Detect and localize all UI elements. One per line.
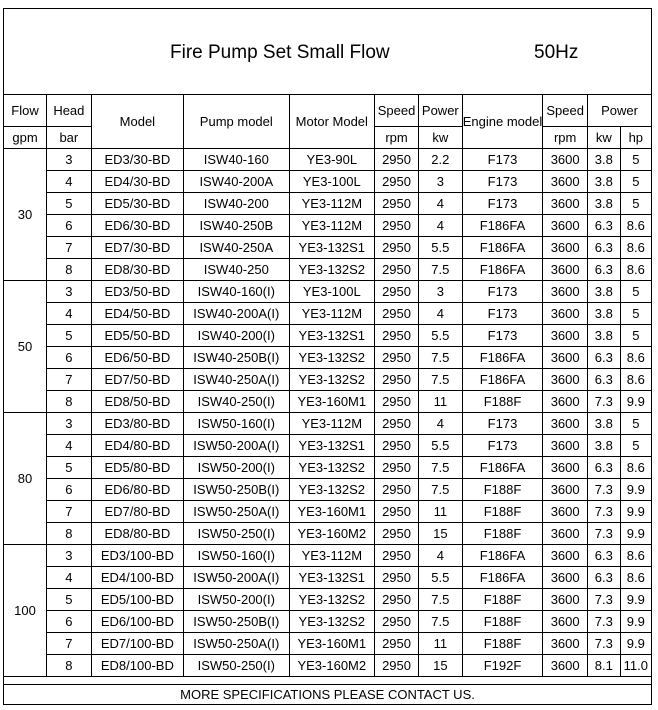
cell-head: 8	[47, 391, 92, 413]
cell-power: 4	[418, 193, 462, 215]
cell-power: 4	[418, 413, 462, 435]
cell-engine-speed: 3600	[543, 171, 588, 193]
cell-motor-model: YE3-100L	[289, 171, 375, 193]
unit-power: kw	[418, 127, 462, 149]
cell-motor-model: YE3-160M2	[289, 523, 375, 545]
cell-engine-model: F186FA	[462, 369, 543, 391]
table-row	[4, 369, 651, 391]
cell-motor-model: YE3-112M	[289, 413, 375, 435]
cell-pump-model: ISW40-160(I)	[184, 281, 289, 303]
cell-model: ED6/30-BD	[91, 215, 183, 237]
cell-engine-kw: 6.3	[588, 567, 621, 589]
cell-flow: 50	[4, 281, 47, 413]
header-row	[4, 95, 651, 127]
cell-power: 11	[418, 633, 462, 655]
cell-engine-hp: 8.6	[620, 259, 651, 281]
cell-power: 7.5	[418, 347, 462, 369]
cell-engine-speed: 3600	[543, 567, 588, 589]
cell-pump-model: ISW40-200A	[184, 171, 289, 193]
cell-model: ED4/30-BD	[91, 171, 183, 193]
table-row	[4, 457, 651, 479]
cell-head: 4	[47, 435, 92, 457]
unit-flow: gpm	[4, 127, 47, 149]
cell-power: 4	[418, 215, 462, 237]
cell-pump-model: ISW50-200A(I)	[184, 435, 289, 457]
cell-engine-hp: 5	[620, 193, 651, 215]
cell-pump-model: ISW50-160(I)	[184, 545, 289, 567]
cell-speed: 2950	[375, 149, 419, 171]
cell-head: 8	[47, 655, 92, 677]
cell-engine-hp: 9.9	[620, 633, 651, 655]
cell-head: 5	[47, 325, 92, 347]
cell-model: ED8/100-BD	[91, 655, 183, 677]
cell-model: ED6/80-BD	[91, 479, 183, 501]
cell-power: 5.5	[418, 567, 462, 589]
cell-pump-model: ISW40-250	[184, 259, 289, 281]
cell-model: ED7/80-BD	[91, 501, 183, 523]
cell-engine-kw: 7.3	[588, 501, 621, 523]
cell-motor-model: YE3-160M2	[289, 655, 375, 677]
cell-model: ED6/50-BD	[91, 347, 183, 369]
cell-engine-speed: 3600	[543, 633, 588, 655]
table-row	[4, 391, 651, 413]
cell-engine-speed: 3600	[543, 589, 588, 611]
cell-engine-kw: 3.8	[588, 413, 621, 435]
cell-pump-model: ISW50-250B(I)	[184, 479, 289, 501]
cell-pump-model: ISW40-250B(I)	[184, 347, 289, 369]
table-row	[4, 149, 651, 171]
cell-speed: 2950	[375, 325, 419, 347]
cell-engine-kw: 7.3	[588, 391, 621, 413]
cell-engine-kw: 6.3	[588, 369, 621, 391]
cell-speed: 2950	[375, 215, 419, 237]
cell-model: ED3/100-BD	[91, 545, 183, 567]
cell-power: 4	[418, 545, 462, 567]
cell-engine-hp: 5	[620, 281, 651, 303]
table-row	[4, 259, 651, 281]
cell-engine-kw: 7.3	[588, 611, 621, 633]
cell-power: 11	[418, 501, 462, 523]
cell-engine-speed: 3600	[543, 611, 588, 633]
cell-speed: 2950	[375, 171, 419, 193]
cell-head: 3	[47, 149, 92, 171]
table-row	[4, 193, 651, 215]
cell-motor-model: YE3-132S2	[289, 479, 375, 501]
cell-model: ED8/50-BD	[91, 391, 183, 413]
cell-head: 4	[47, 303, 92, 325]
cell-model: ED4/80-BD	[91, 435, 183, 457]
cell-engine-hp: 5	[620, 413, 651, 435]
cell-engine-model: F186FA	[462, 347, 543, 369]
cell-motor-model: YE3-160M1	[289, 501, 375, 523]
cell-flow: 80	[4, 413, 47, 545]
cell-engine-model: F173	[462, 171, 543, 193]
cell-head: 7	[47, 369, 92, 391]
cell-engine-kw: 7.3	[588, 589, 621, 611]
cell-engine-model: F173	[462, 325, 543, 347]
unit-engine-hp: hp	[620, 127, 651, 149]
cell-power: 5.5	[418, 325, 462, 347]
cell-head: 4	[47, 171, 92, 193]
cell-speed: 2950	[375, 369, 419, 391]
spec-sheet	[3, 8, 652, 705]
cell-engine-speed: 3600	[543, 325, 588, 347]
cell-pump-model: ISW50-160(I)	[184, 413, 289, 435]
cell-engine-model: F186FA	[462, 215, 543, 237]
cell-engine-hp: 5	[620, 435, 651, 457]
cell-engine-hp: 5	[620, 303, 651, 325]
title-row	[4, 9, 651, 95]
cell-speed: 2950	[375, 589, 419, 611]
cell-motor-model: YE3-132S2	[289, 259, 375, 281]
cell-engine-speed: 3600	[543, 303, 588, 325]
cell-power: 5.5	[418, 237, 462, 259]
cell-head: 7	[47, 501, 92, 523]
cell-engine-speed: 3600	[543, 413, 588, 435]
cell-head: 3	[47, 545, 92, 567]
cell-engine-model: F173	[462, 435, 543, 457]
cell-engine-kw: 7.3	[588, 523, 621, 545]
cell-head: 6	[47, 347, 92, 369]
unit-engine-kw: kw	[588, 127, 621, 149]
cell-speed: 2950	[375, 655, 419, 677]
cell-motor-model: YE3-132S2	[289, 589, 375, 611]
cell-engine-speed: 3600	[543, 237, 588, 259]
table-row	[4, 479, 651, 501]
cell-engine-speed: 3600	[543, 545, 588, 567]
cell-flow: 30	[4, 149, 47, 281]
cell-motor-model: YE3-112M	[289, 215, 375, 237]
cell-engine-model: F188F	[462, 479, 543, 501]
cell-speed: 2950	[375, 611, 419, 633]
cell-pump-model: ISW40-200	[184, 193, 289, 215]
cell-engine-model: F186FA	[462, 545, 543, 567]
cell-engine-kw: 3.8	[588, 325, 621, 347]
cell-model: ED7/30-BD	[91, 237, 183, 259]
cell-head: 5	[47, 193, 92, 215]
cell-model: ED3/80-BD	[91, 413, 183, 435]
cell-engine-hp: 5	[620, 171, 651, 193]
cell-motor-model: YE3-132S1	[289, 435, 375, 457]
cell-power: 3	[418, 281, 462, 303]
cell-power: 15	[418, 523, 462, 545]
cell-engine-model: F188F	[462, 391, 543, 413]
cell-motor-model: YE3-132S1	[289, 325, 375, 347]
cell-engine-kw: 6.3	[588, 259, 621, 281]
cell-motor-model: YE3-132S2	[289, 611, 375, 633]
cell-power: 7.5	[418, 611, 462, 633]
unit-engine-speed: rpm	[543, 127, 588, 149]
cell-head: 6	[47, 611, 92, 633]
cell-motor-model: YE3-160M1	[289, 633, 375, 655]
cell-speed: 2950	[375, 193, 419, 215]
spec-table	[4, 95, 651, 677]
cell-power: 7.5	[418, 479, 462, 501]
cell-speed: 2950	[375, 479, 419, 501]
cell-model: ED5/50-BD	[91, 325, 183, 347]
header-engine-speed: Speed	[543, 95, 588, 127]
cell-motor-model: YE3-112M	[289, 193, 375, 215]
table-row	[4, 435, 651, 457]
cell-engine-speed: 3600	[543, 655, 588, 677]
cell-model: ED5/80-BD	[91, 457, 183, 479]
cell-power: 7.5	[418, 259, 462, 281]
cell-engine-speed: 3600	[543, 281, 588, 303]
cell-pump-model: ISW50-200(I)	[184, 589, 289, 611]
cell-pump-model: ISW50-250(I)	[184, 655, 289, 677]
table-row	[4, 215, 651, 237]
cell-model: ED3/50-BD	[91, 281, 183, 303]
cell-motor-model: YE3-90L	[289, 149, 375, 171]
cell-model: ED4/100-BD	[91, 567, 183, 589]
cell-motor-model: YE3-112M	[289, 303, 375, 325]
cell-pump-model: ISW50-250(I)	[184, 523, 289, 545]
cell-engine-hp: 9.9	[620, 391, 651, 413]
cell-motor-model: YE3-132S1	[289, 567, 375, 589]
cell-engine-speed: 3600	[543, 501, 588, 523]
cell-engine-hp: 11.0	[620, 655, 651, 677]
cell-model: ED3/30-BD	[91, 149, 183, 171]
cell-engine-hp: 9.9	[620, 523, 651, 545]
cell-engine-hp: 8.6	[620, 457, 651, 479]
cell-power: 7.5	[418, 457, 462, 479]
cell-engine-kw: 6.3	[588, 237, 621, 259]
cell-head: 3	[47, 281, 92, 303]
cell-engine-model: F186FA	[462, 567, 543, 589]
cell-speed: 2950	[375, 281, 419, 303]
cell-model: ED5/100-BD	[91, 589, 183, 611]
header-engine-power: Power	[588, 95, 651, 127]
cell-head: 3	[47, 413, 92, 435]
cell-speed: 2950	[375, 545, 419, 567]
cell-speed: 2950	[375, 303, 419, 325]
table-row	[4, 633, 651, 655]
cell-model: ED7/100-BD	[91, 633, 183, 655]
cell-pump-model: ISW40-200(I)	[184, 325, 289, 347]
cell-motor-model: YE3-132S2	[289, 347, 375, 369]
cell-model: ED6/100-BD	[91, 611, 183, 633]
cell-speed: 2950	[375, 567, 419, 589]
table-row	[4, 281, 651, 303]
cell-engine-speed: 3600	[543, 435, 588, 457]
cell-engine-kw: 6.3	[588, 457, 621, 479]
cell-engine-model: F186FA	[462, 237, 543, 259]
table-row	[4, 523, 651, 545]
cell-model: ED8/80-BD	[91, 523, 183, 545]
cell-model: ED8/30-BD	[91, 259, 183, 281]
header-speed: Speed	[375, 95, 419, 127]
cell-power: 11	[418, 391, 462, 413]
cell-motor-model: YE3-100L	[289, 281, 375, 303]
cell-power: 5.5	[418, 435, 462, 457]
cell-engine-kw: 3.8	[588, 435, 621, 457]
cell-engine-speed: 3600	[543, 479, 588, 501]
cell-motor-model: YE3-132S2	[289, 369, 375, 391]
table-row	[4, 589, 651, 611]
cell-engine-hp: 9.9	[620, 611, 651, 633]
cell-engine-hp: 8.6	[620, 545, 651, 567]
header-motor-model: Motor Model	[289, 95, 375, 149]
cell-motor-model: YE3-132S2	[289, 457, 375, 479]
cell-head: 5	[47, 457, 92, 479]
cell-engine-hp: 8.6	[620, 237, 651, 259]
table-row	[4, 347, 651, 369]
table-row	[4, 237, 651, 259]
cell-power: 15	[418, 655, 462, 677]
table-row	[4, 501, 651, 523]
cell-engine-speed: 3600	[543, 523, 588, 545]
cell-engine-model: F173	[462, 281, 543, 303]
footer-note: MORE SPECIFICATIONS PLEASE CONTACT US.	[4, 684, 651, 704]
page-title: Fire Pump Set Small Flow	[170, 42, 390, 63]
cell-engine-hp: 8.6	[620, 567, 651, 589]
cell-flow: 100	[4, 545, 47, 677]
cell-head: 5	[47, 589, 92, 611]
cell-engine-hp: 5	[620, 325, 651, 347]
cell-engine-model: F188F	[462, 501, 543, 523]
unit-speed: rpm	[375, 127, 419, 149]
cell-engine-kw: 6.3	[588, 347, 621, 369]
cell-engine-hp: 8.6	[620, 215, 651, 237]
cell-engine-model: F188F	[462, 633, 543, 655]
cell-power: 7.5	[418, 369, 462, 391]
unit-head: bar	[47, 127, 92, 149]
cell-engine-kw: 3.8	[588, 171, 621, 193]
table-row	[4, 611, 651, 633]
cell-engine-hp: 9.9	[620, 479, 651, 501]
cell-pump-model: ISW40-250A	[184, 237, 289, 259]
cell-power: 3	[418, 171, 462, 193]
cell-engine-kw: 3.8	[588, 193, 621, 215]
cell-speed: 2950	[375, 237, 419, 259]
cell-head: 8	[47, 259, 92, 281]
header-pump-model: Pump model	[184, 95, 289, 149]
cell-engine-kw: 6.3	[588, 545, 621, 567]
cell-pump-model: ISW50-250B(I)	[184, 611, 289, 633]
cell-engine-kw: 3.8	[588, 149, 621, 171]
table-row	[4, 413, 651, 435]
cell-pump-model: ISW50-250A(I)	[184, 501, 289, 523]
cell-pump-model: ISW50-200A(I)	[184, 567, 289, 589]
cell-speed: 2950	[375, 347, 419, 369]
cell-engine-kw: 7.3	[588, 633, 621, 655]
cell-engine-model: F186FA	[462, 457, 543, 479]
cell-pump-model: ISW50-250A(I)	[184, 633, 289, 655]
cell-engine-model: F188F	[462, 589, 543, 611]
header-model: Model	[91, 95, 183, 149]
cell-speed: 2950	[375, 523, 419, 545]
cell-engine-speed: 3600	[543, 391, 588, 413]
cell-engine-model: F192F	[462, 655, 543, 677]
cell-engine-kw: 8.1	[588, 655, 621, 677]
header-power: Power	[418, 95, 462, 127]
cell-engine-model: F186FA	[462, 259, 543, 281]
cell-pump-model: ISW50-200(I)	[184, 457, 289, 479]
cell-power: 2.2	[418, 149, 462, 171]
cell-speed: 2950	[375, 633, 419, 655]
cell-head: 6	[47, 215, 92, 237]
cell-model: ED5/30-BD	[91, 193, 183, 215]
cell-engine-kw: 7.3	[588, 479, 621, 501]
table-row	[4, 655, 651, 677]
cell-engine-speed: 3600	[543, 259, 588, 281]
table-row	[4, 171, 651, 193]
cell-engine-model: F188F	[462, 611, 543, 633]
cell-speed: 2950	[375, 501, 419, 523]
cell-power: 7.5	[418, 589, 462, 611]
cell-engine-speed: 3600	[543, 369, 588, 391]
cell-pump-model: ISW40-160	[184, 149, 289, 171]
table-row	[4, 545, 651, 567]
cell-engine-kw: 3.8	[588, 281, 621, 303]
table-row	[4, 567, 651, 589]
cell-motor-model: YE3-132S1	[289, 237, 375, 259]
cell-speed: 2950	[375, 457, 419, 479]
cell-engine-model: F173	[462, 413, 543, 435]
cell-engine-hp: 9.9	[620, 589, 651, 611]
cell-motor-model: YE3-160M1	[289, 391, 375, 413]
cell-engine-speed: 3600	[543, 193, 588, 215]
cell-speed: 2950	[375, 413, 419, 435]
cell-engine-model: F173	[462, 149, 543, 171]
cell-engine-speed: 3600	[543, 149, 588, 171]
table-row	[4, 325, 651, 347]
cell-engine-kw: 3.8	[588, 303, 621, 325]
frequency-label: 50Hz	[534, 42, 579, 63]
cell-head: 8	[47, 523, 92, 545]
cell-pump-model: ISW40-250B	[184, 215, 289, 237]
cell-engine-kw: 6.3	[588, 215, 621, 237]
cell-engine-hp: 8.6	[620, 369, 651, 391]
cell-speed: 2950	[375, 259, 419, 281]
header-engine-model: Engine model	[462, 95, 543, 149]
cell-engine-hp: 8.6	[620, 347, 651, 369]
cell-engine-speed: 3600	[543, 215, 588, 237]
cell-model: ED7/50-BD	[91, 369, 183, 391]
cell-speed: 2950	[375, 391, 419, 413]
cell-model: ED4/50-BD	[91, 303, 183, 325]
cell-head: 6	[47, 479, 92, 501]
cell-pump-model: ISW40-200A(I)	[184, 303, 289, 325]
header-head: Head	[47, 95, 92, 127]
cell-engine-model: F188F	[462, 523, 543, 545]
cell-speed: 2950	[375, 435, 419, 457]
cell-engine-speed: 3600	[543, 347, 588, 369]
cell-head: 4	[47, 567, 92, 589]
cell-head: 7	[47, 237, 92, 259]
cell-engine-model: F173	[462, 303, 543, 325]
cell-head: 7	[47, 633, 92, 655]
cell-power: 4	[418, 303, 462, 325]
header-flow: Flow	[4, 95, 47, 127]
cell-engine-hp: 5	[620, 149, 651, 171]
table-row	[4, 303, 651, 325]
cell-motor-model: YE3-112M	[289, 545, 375, 567]
cell-engine-speed: 3600	[543, 457, 588, 479]
cell-engine-model: F173	[462, 193, 543, 215]
cell-engine-hp: 9.9	[620, 501, 651, 523]
cell-pump-model: ISW40-250(I)	[184, 391, 289, 413]
cell-pump-model: ISW40-250A(I)	[184, 369, 289, 391]
